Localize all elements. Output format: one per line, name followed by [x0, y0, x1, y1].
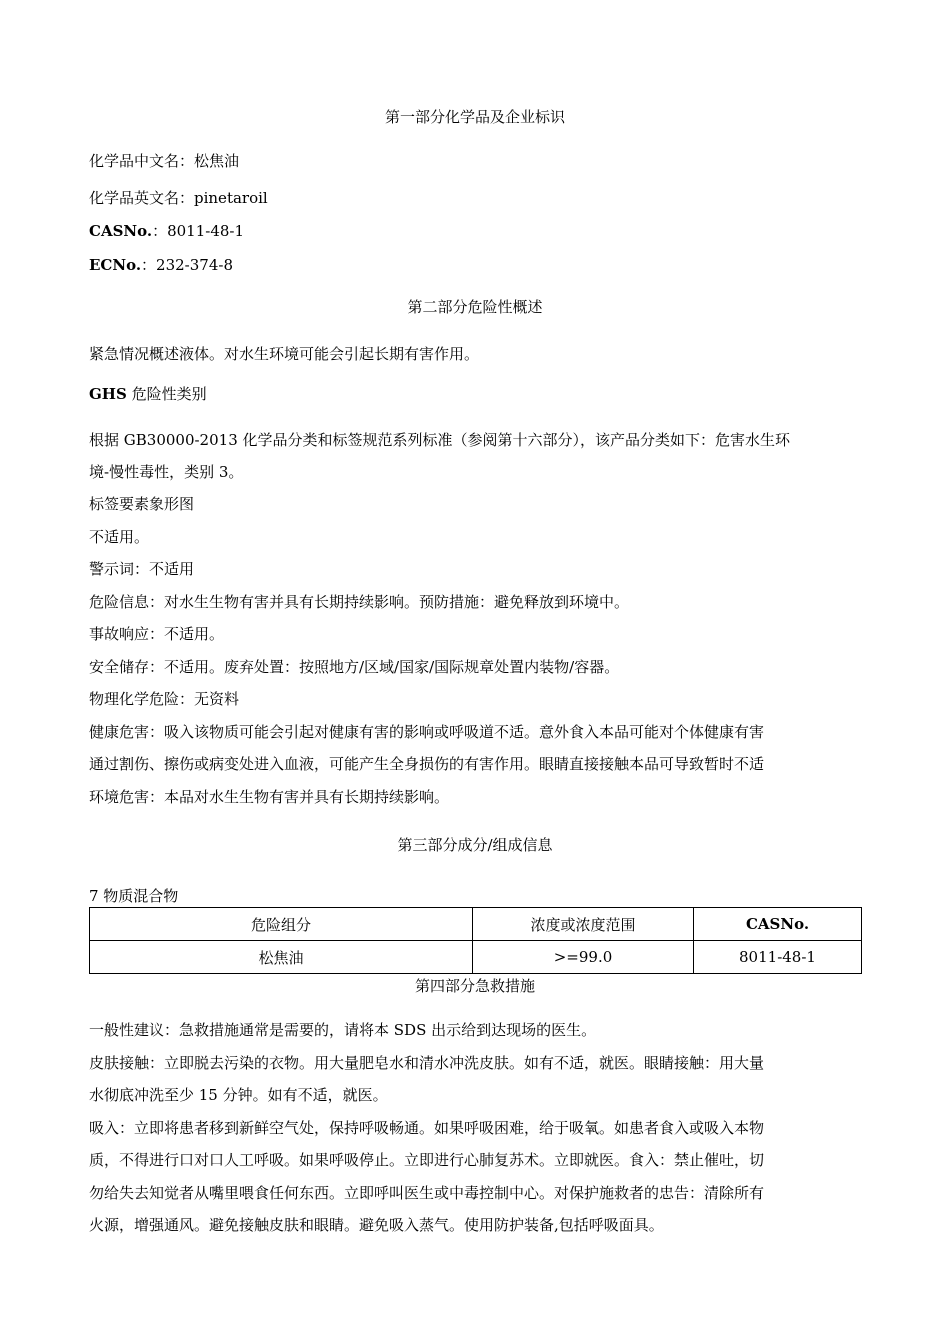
physchem-hazard: 物理化学危险：无资料 — [89, 690, 240, 708]
section-4-title: 第四部分急救措施 — [414, 977, 535, 995]
ec-number-line — [89, 255, 233, 275]
pictogram-not-applicable: 不适用。 — [89, 528, 150, 546]
ghs-heading — [89, 384, 207, 404]
inhalation-line-4: 火源，增强通风。避免接触皮肤和眼睛。避免吸入蒸气。使用防护装备,包括呼吸面具。 — [89, 1216, 664, 1234]
health-hazard-line-1: 健康危害：吸入该物质可能会引起对健康有害的影响或呼吸道不适。意外食入本品可能对个体健康有害 — [89, 723, 765, 741]
inhalation-line-1: 吸入：立即将患者移到新鲜空气处，保持呼吸畅通。如果呼吸困难，给于吸氧。如患者食入或吸入本物 — [89, 1119, 765, 1137]
composition-table — [89, 907, 862, 974]
signal-word: 警示词：不适用 — [89, 560, 195, 578]
ghs-rest: 危险性类别 — [131, 385, 207, 403]
table-header-row — [90, 908, 862, 941]
ec-label: ECNo. — [89, 256, 142, 274]
chemical-en-name: 化学品英文名：pinetaroil — [89, 189, 268, 207]
accident-response: 事故响应：不适用。 — [89, 625, 225, 643]
emergency-overview: 紧急情况概述液体。对水生环境可能会引起长期有害作用。 — [89, 345, 480, 363]
general-advice: 一般性建议：急救措施通常是需要的，请将本 SDS 出示给到达现场的医生。 — [89, 1021, 597, 1039]
inhalation-line-2: 质，不得进行口对口人工呼吸。如果呼吸停止。立即进行心肺复苏术。立即就医。食入：禁止催吐，切 — [89, 1151, 765, 1169]
table-row — [90, 941, 862, 974]
section-3-title: 第三部分成分/组成信息 — [397, 836, 553, 854]
header-cas-number: CASNo. — [694, 908, 862, 941]
cell-component-name: 松焦油 — [90, 941, 473, 974]
classification-basis-line-1: 根据 GB30000-2013 化学品分类和标签规范系列标准（参阅第十六部分），该产品分类如下：危害水生环 — [89, 431, 791, 449]
section-2-title: 第二部分危险性概述 — [407, 298, 543, 316]
header-concentration: 浓度或浓度范围 — [473, 908, 694, 941]
health-hazard-line-2: 通过割伤、擦伤或病变处进入血液，可能产生全身损伤的有害作用。眼睛直接接触本品可导致暂时不适 — [89, 755, 765, 773]
mixture-label: 7 物质混合物 — [89, 887, 179, 905]
environment-hazard: 环境危害：本品对水生生物有害并具有长期持续影响。 — [89, 788, 450, 806]
safe-storage: 安全储存：不适用。废弃处置：按照地方/区域/国家/国际规章处置内装物/容器。 — [89, 658, 620, 676]
section-1-title: 第一部分化学品及企业标识 — [384, 108, 565, 126]
chemical-cn-name: 化学品中文名：松焦油 — [89, 152, 240, 170]
hazard-info: 危险信息：对水生生物有害并具有长期持续影响。预防措施：避免释放到环境中。 — [89, 593, 630, 611]
classification-basis-line-2: 境-慢性毒性，类别 3。 — [89, 463, 244, 481]
cell-cas-number: 8011-48-1 — [694, 941, 862, 974]
skin-contact-line-2: 水彻底冲洗至少 15 分钟。如有不适，就医。 — [89, 1086, 388, 1104]
inhalation-line-3: 勿给失去知觉者从嘴里喂食任何东西。立即呼叫医生或中毒控制中心。对保护施救者的忠告：清除所有 — [89, 1184, 765, 1202]
skin-contact-line-1: 皮肤接触：立即脱去污染的衣物。用大量肥皂水和清水冲洗皮肤。如有不适，就医。眼睛接触：用大量 — [89, 1054, 765, 1072]
ec-value: ：232-374-8 — [141, 256, 233, 274]
pictogram-label: 标签要素象形图 — [89, 495, 195, 513]
header-hazard-component: 危险组分 — [90, 908, 473, 941]
ghs-label: GHS — [89, 385, 127, 403]
cas-number-line — [89, 221, 244, 241]
cas-label: CASNo. — [89, 222, 153, 240]
cell-concentration: >=99.0 — [473, 941, 694, 974]
cas-value: ：8011-48-1 — [152, 222, 245, 240]
